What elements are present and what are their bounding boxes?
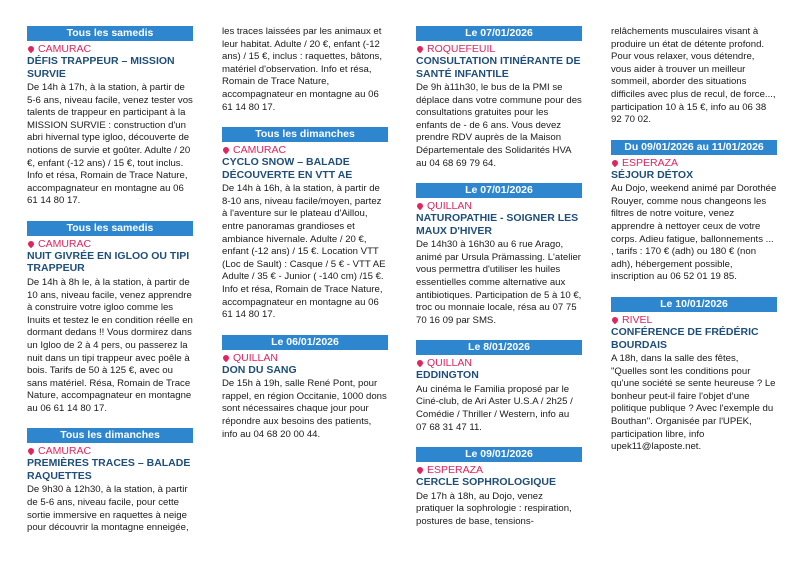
- location-pin-icon: [611, 159, 619, 167]
- event-location: [27, 43, 193, 55]
- event-card: [222, 335, 388, 441]
- event-title: SÉJOUR DÉTOX: [611, 168, 694, 181]
- event-location: [611, 314, 777, 326]
- event-description: De 17h à 18h, au Dojo, venez pratiquer la sophrologie : respiration, postures de base, tensions-: [416, 490, 572, 527]
- event-card: [416, 183, 582, 327]
- date-header: Tous les samedis: [27, 221, 193, 236]
- event-location: [611, 157, 777, 169]
- event-card: [222, 127, 388, 322]
- event-card: [27, 221, 193, 416]
- location-pin-icon: [611, 316, 619, 324]
- event-description: De 15h à 19h, salle René Pont, pour rappel, en région Occitanie, 1000 dons sont nécessaires chaque jour pour répondre aux besoins des patients, info au 04 68 20 00 44.: [222, 378, 387, 440]
- event-location: [416, 357, 582, 369]
- event-location: [416, 200, 582, 212]
- location-label: ESPERAZA: [622, 156, 679, 169]
- date-header: Le 06/01/2026: [222, 335, 388, 350]
- event-title: DÉFIS TRAPPEUR – MISSION SURVIE: [27, 55, 175, 80]
- event-title: DON DU SANG: [222, 363, 297, 376]
- event-card: [416, 340, 582, 434]
- location-label: ESPERAZA: [427, 464, 484, 477]
- event-title: EDDINGTON: [416, 369, 479, 382]
- event-card: [27, 26, 193, 208]
- column-3: [416, 26, 582, 541]
- location-label: CAMURAC: [38, 43, 92, 55]
- location-label: ROQUEFEUIL: [427, 43, 496, 55]
- event-title: CONSULTATION ITINÉRANTE DE SANTÉ INFANTILE: [416, 55, 581, 80]
- event-location: [222, 144, 388, 156]
- column-1: [27, 26, 193, 548]
- event-title: CERCLE SOPHROLOGIQUE: [416, 476, 557, 489]
- event-location: [27, 445, 193, 457]
- location-label: RIVEL: [622, 314, 653, 326]
- location-pin-icon: [416, 466, 424, 474]
- location-pin-icon: [222, 146, 230, 154]
- location-label: QUILLAN: [427, 357, 472, 370]
- event-continuation: les traces laissées par les animaux et leur habitat. Adulte / 20 €, enfant (-12 ans) / 15 €, inclus : raquettes, bâtons, matériel d'observation. Info et résa, Romain de Trace Nature, accompagnateur en montagne au 06 61 14 80 17.: [222, 26, 382, 113]
- location-label: CAMURAC: [233, 144, 287, 157]
- event-location: [27, 238, 193, 250]
- event-location: [416, 464, 582, 476]
- location-pin-icon: [27, 240, 35, 248]
- event-location: [222, 352, 388, 364]
- event-card: [611, 297, 777, 454]
- event-description: De 14h à 8h le, à la station, à partir de 10 ans, niveau facile, venez apprendre à construire votre igloo comme les Inuits et testez le en condition réelle en dormant dedans !! Vous dormirez dans un Igloo de 2 à 4 pers, ou passerez la nuit dans un tipi trappeur avec poêle à bois. Tarifs de 50 à 125 €, avec ou sans matériel. Résa, Romain de Trace Nature, accompagnateur en montagne au 06 61 14 80 17.: [27, 276, 193, 414]
- event-card: [611, 140, 777, 284]
- event-title: NATUROPATHIE - SOIGNER LES MAUX D'HIVER: [416, 212, 579, 237]
- event-description: Au Dojo, weekend animé par Dorothée Rouyer, comme nous changeons les filtres de notre voiture, venez apprendre à nettoyer ceux de votre corps. Adieu fatigue, ballonnements ... , tarifs : 170 € (adh) ou 180 € (non adh), hébergement possible, inscription au 06 52 01 19 85.: [611, 183, 777, 283]
- event-title: CYCLO SNOW – BALADE DÉCOUVERTE EN VTT AE: [222, 156, 353, 181]
- event-description: De 9h30 à 12h30, à la station, à partir de 5-6 ans, niveau facile, pour cette sortie immersive en raquettes à neige pour découvrir la montagne enneigée,: [27, 484, 189, 534]
- location-label: CAMURAC: [38, 445, 92, 458]
- date-header: Tous les dimanches: [27, 428, 193, 443]
- location-pin-icon: [222, 353, 230, 361]
- event-title: NUIT GIVRÉE EN IGLOO OU TIPI TRAPPEUR: [27, 249, 190, 275]
- column-2: [222, 26, 388, 454]
- date-header: Tous les samedis: [27, 26, 193, 41]
- event-description: De 14h30 à 16h30 au 6 rue Arago, animé par Ursula Prämassing. L'atelier vous permettra d'utiliser les huiles essentielles comme alternative aux antibiotiques. Participation de 5 à 10 €, troc ou monnaie locale, résa au 07 75 70 16 09 par SMS.: [416, 239, 582, 326]
- date-header: Le 07/01/2026: [416, 26, 582, 41]
- location-pin-icon: [27, 45, 35, 53]
- event-title: PREMIÈRES TRACES – BALADE RAQUETTES: [27, 457, 191, 482]
- event-description: De 9h à11h30, le bus de la PMI se déplace dans votre commune pour des consultations gratuites pour les enfants de - de 6 ans. Vous devez prendre RDV auprès de la Maison Départementale des Solidarités HVA au 04 68 69 79 64.: [416, 82, 582, 169]
- location-label: QUILLAN: [427, 200, 472, 213]
- event-continuation: relâchements musculaires visant à produire un état de détente profond. Pour vous relaxer, vous détendre, vous aider à trouver un meilleur sommeil, aborder des situations difficiles avec plus de recul, de force..., participation 10 à 15 €, info au 06 38 92 70 02.: [611, 26, 776, 126]
- event-card: [416, 447, 582, 528]
- date-header: Le 8/01/2026: [416, 340, 582, 355]
- location-label: QUILLAN: [233, 351, 278, 364]
- event-description: A 18h, dans la salle des fêtes, "Quelles sont les conditions pour qu'une société se sente heureuse ? Le bonheur peut-il faire l'objet d'une politique publique ? Avec l'exemple du Bouthan". Organisée par l'UPEK, participation libre, info upek11@laposte.net.: [611, 353, 776, 453]
- location-pin-icon: [416, 359, 424, 367]
- location-pin-icon: [27, 447, 35, 455]
- event-description: De 14h à 17h, à la station, à partir de 5-6 ans, niveau facile, venez tester vos talents de trappeur en participant à la MISSION SURVIE : construction d'un abri hivernal type igloo, découverte de notions de survie et goûter. Adulte / 20 €, enfant (-12 ans) / 15 €, tout inclus. Info et résa, Romain de Trace Nature, accompagnateur en montagne au 06 61 14 80 17.: [27, 82, 193, 207]
- date-header: Du 09/01/2026 au 11/01/2026: [611, 140, 777, 155]
- date-header: Le 07/01/2026: [416, 183, 582, 198]
- date-header: Tous les dimanches: [222, 127, 388, 142]
- event-card: [416, 26, 582, 170]
- location-pin-icon: [416, 45, 424, 53]
- event-description: De 14h à 16h, à la station, à partir de 8-10 ans, niveau facile/moyen, partez à l'aventure sur le plateau d'Aillou, entre panoramas grandioses et ambiance hivernale. Adulte / 20 €, enfant (-12 ans) / 15 €. Location VTT (Loc de Sault) : Casque / 5 € - VTT AE Adulte / 35 € - Junior ( -140 cm) /15 €. Info et résa, Romain de Trace Nature, accompagnateur en montagne au 06 61 14 80 17.: [222, 183, 386, 321]
- date-header: Le 09/01/2026: [416, 447, 582, 462]
- location-pin-icon: [416, 202, 424, 210]
- column-4: [611, 26, 777, 467]
- date-header: Le 10/01/2026: [611, 297, 777, 312]
- location-label: CAMURAC: [38, 237, 92, 250]
- event-description: Au cinéma le Familia proposé par le Ciné-club, de Ari Aster U.S.A / 2h25 / Comédie / Thriller / Western, info au 07 68 31 47 11.: [416, 383, 573, 433]
- event-location: [416, 43, 582, 55]
- event-card: [27, 428, 193, 534]
- event-title: CONFÉRENCE DE FRÉDÉRIC BOURDAIS: [611, 326, 759, 351]
